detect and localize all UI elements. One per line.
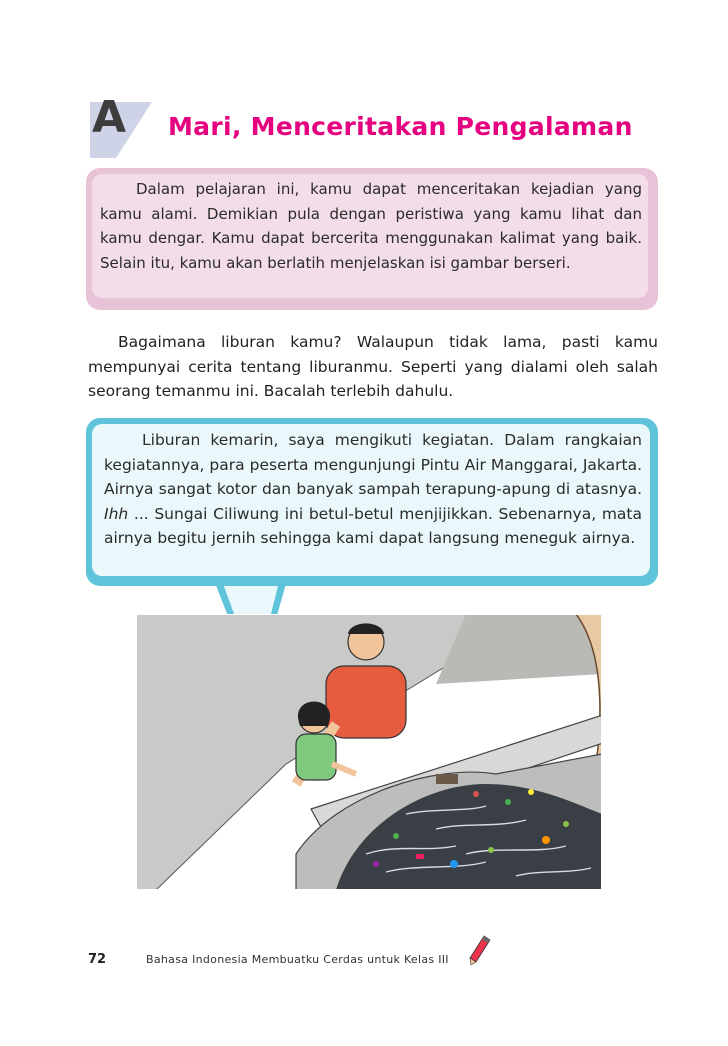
body-paragraph: Bagaimana liburan kamu? Walaupun tidak lama, pasti kamu mempunyai cerita tentang liburanmu. Seperti yang dialami oleh salah seorang temanmu ini. Bacalah terlebih dahulu. (88, 333, 658, 400)
page-number: 72 (88, 952, 107, 967)
story-text-part2: ... Sungai Ciliwung ini betul-betul menjijikkan. Sebenarnya, mata airnya begitu jernih sehingga kami dapat langsung meneguk airnya. (104, 504, 642, 547)
story-exclaim: Ihh (104, 504, 129, 523)
story-text (104, 428, 642, 551)
story-text-part1: Liburan kemarin, saya mengikuti kegiatan. Dalam rangkaian kegiatannya, para peserta mengunjungi Pintu Air Manggarai, Jakarta. Airnya sangat kotor dan banyak sampah terapung-apung di atasnya. (104, 431, 642, 498)
river-illustration (136, 614, 602, 890)
section-title: Mari, Menceritakan Pengalaman (168, 112, 633, 141)
book-title: Bahasa Indonesia Membuatku Cerdas untuk Kelas III (146, 953, 449, 966)
intro-text: Dalam pelajaran ini, kamu dapat menceritakan kejadian yang kamu alami. Demikian pula dengan peristiwa yang kamu lihat dan kamu dengar. Kamu dapat bercerita menggunakan kalimat yang baik. Selain itu, kamu akan berlatih menjelaskan isi gambar berseri. (100, 180, 642, 272)
pencil-icon (466, 934, 492, 966)
section-letter: A (92, 92, 127, 143)
